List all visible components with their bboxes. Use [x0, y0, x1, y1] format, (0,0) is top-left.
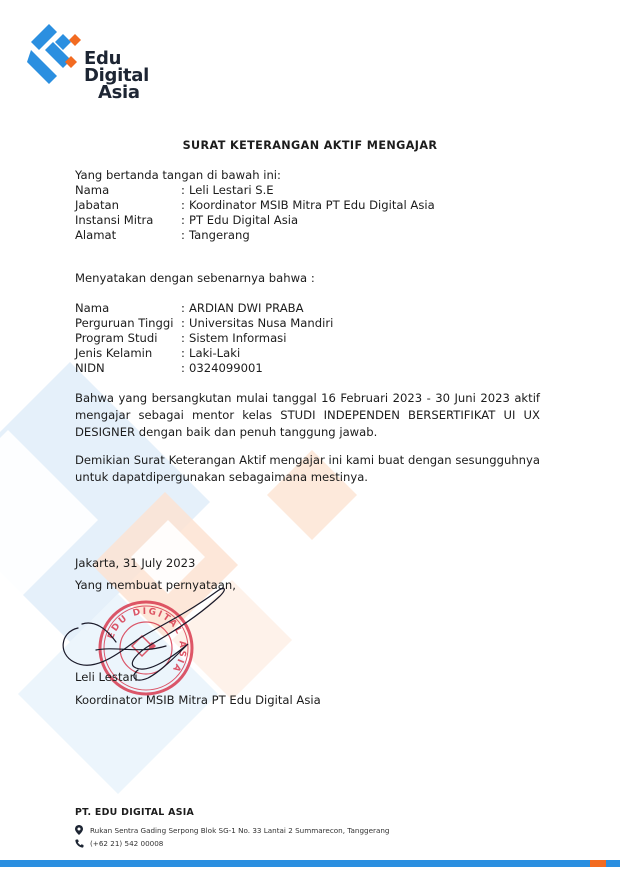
field-row [75, 183, 435, 198]
paragraph-activity: Bahwa yang bersangkutan mulai tanggal 16 Februari 2023 - 30 Juni 2023 aktif mengajar sebagai mentor kelas STUDI INDEPENDEN BERSERTIFIKAT UI UX DESIGNER dengan baik dan penuh tanggung jawab. [75, 391, 540, 439]
field-separator: : [181, 183, 185, 197]
subject-fields [75, 301, 333, 376]
field-label: Perguruan Tinggi [75, 316, 174, 330]
field-value: ARDIAN DWI PRABA [189, 301, 304, 315]
field-value: 0324099001 [189, 361, 263, 375]
field-row [75, 198, 435, 213]
company-logo-icon [27, 24, 87, 86]
field-label: NIDN [75, 361, 105, 375]
field-value: Sistem Informasi [189, 331, 287, 345]
company-logo-text: Edu Digital Asia [84, 48, 149, 103]
field-row [75, 346, 333, 361]
footer-bar-orange [590, 860, 606, 867]
footer-bar-blue-end [606, 860, 620, 867]
footer-address-text: Rukan Sentra Gading Serpong Blok SG-1 No. 33 Lantai 2 Summarecon, Tanggerang [90, 825, 390, 835]
footer-phone [75, 839, 163, 848]
field-value: Universitas Nusa Mandiri [189, 316, 334, 330]
phone-icon [75, 839, 84, 848]
footer-company-name: PT. EDU DIGITAL ASIA [75, 807, 195, 818]
signer-name: Leli Lestari [75, 670, 138, 684]
footer-bar-blue [0, 860, 590, 867]
field-separator: : [181, 228, 185, 242]
field-value: Leli Lestari S.E [189, 183, 274, 197]
field-label: Jenis Kelamin [75, 346, 153, 360]
field-label: Nama [75, 183, 110, 197]
footer-phone-text: (+62 21) 542 00008 [90, 839, 164, 848]
statement-text: Menyatakan dengan sebenarnya bahwa : [75, 271, 315, 285]
field-label: Alamat [75, 228, 117, 242]
field-separator: : [181, 331, 185, 345]
field-row [75, 316, 333, 331]
field-separator: : [181, 346, 185, 360]
field-label: Program Studi [75, 331, 158, 345]
field-row [75, 331, 333, 346]
signer-title: Koordinator MSIB Mitra PT Edu Digital Asia [75, 693, 321, 707]
field-label: Nama [75, 301, 110, 315]
field-separator: : [181, 361, 185, 375]
field-value: Koordinator MSIB Mitra PT Edu Digital Asia [189, 198, 435, 212]
field-separator: : [181, 213, 185, 227]
location-pin-icon [75, 825, 84, 835]
letter-date: Jakarta, 31 July 2023 [75, 556, 196, 570]
letter-title: SURAT KETERANGAN AKTIF MENGAJAR [182, 139, 438, 152]
field-label: Instansi Mitra [75, 213, 154, 227]
footer-address [75, 825, 389, 835]
paragraph-closing: Demikian Surat Keterangan Aktif mengajar ini kami buat dengan sesungguhnya untuk dapatdipergunakan sebagaimana mestinya. [75, 453, 540, 484]
field-separator: : [181, 316, 185, 330]
intro-text: Yang bertanda tangan di bawah ini: [75, 168, 281, 182]
field-separator: : [181, 301, 185, 315]
field-value: PT Edu Digital Asia [189, 213, 299, 227]
field-row [75, 301, 333, 316]
field-value: Laki-Laki [189, 346, 241, 360]
stamp-text: EDU DIGITAL ASIA [106, 606, 188, 675]
field-row [75, 361, 333, 376]
field-row [75, 228, 435, 243]
closing-text: Yang membuat pernyataan, [75, 578, 236, 592]
field-label: Jabatan [75, 198, 119, 212]
field-row [75, 213, 435, 228]
field-separator: : [181, 198, 185, 212]
signer-fields [75, 183, 435, 243]
field-value: Tangerang [189, 228, 250, 242]
